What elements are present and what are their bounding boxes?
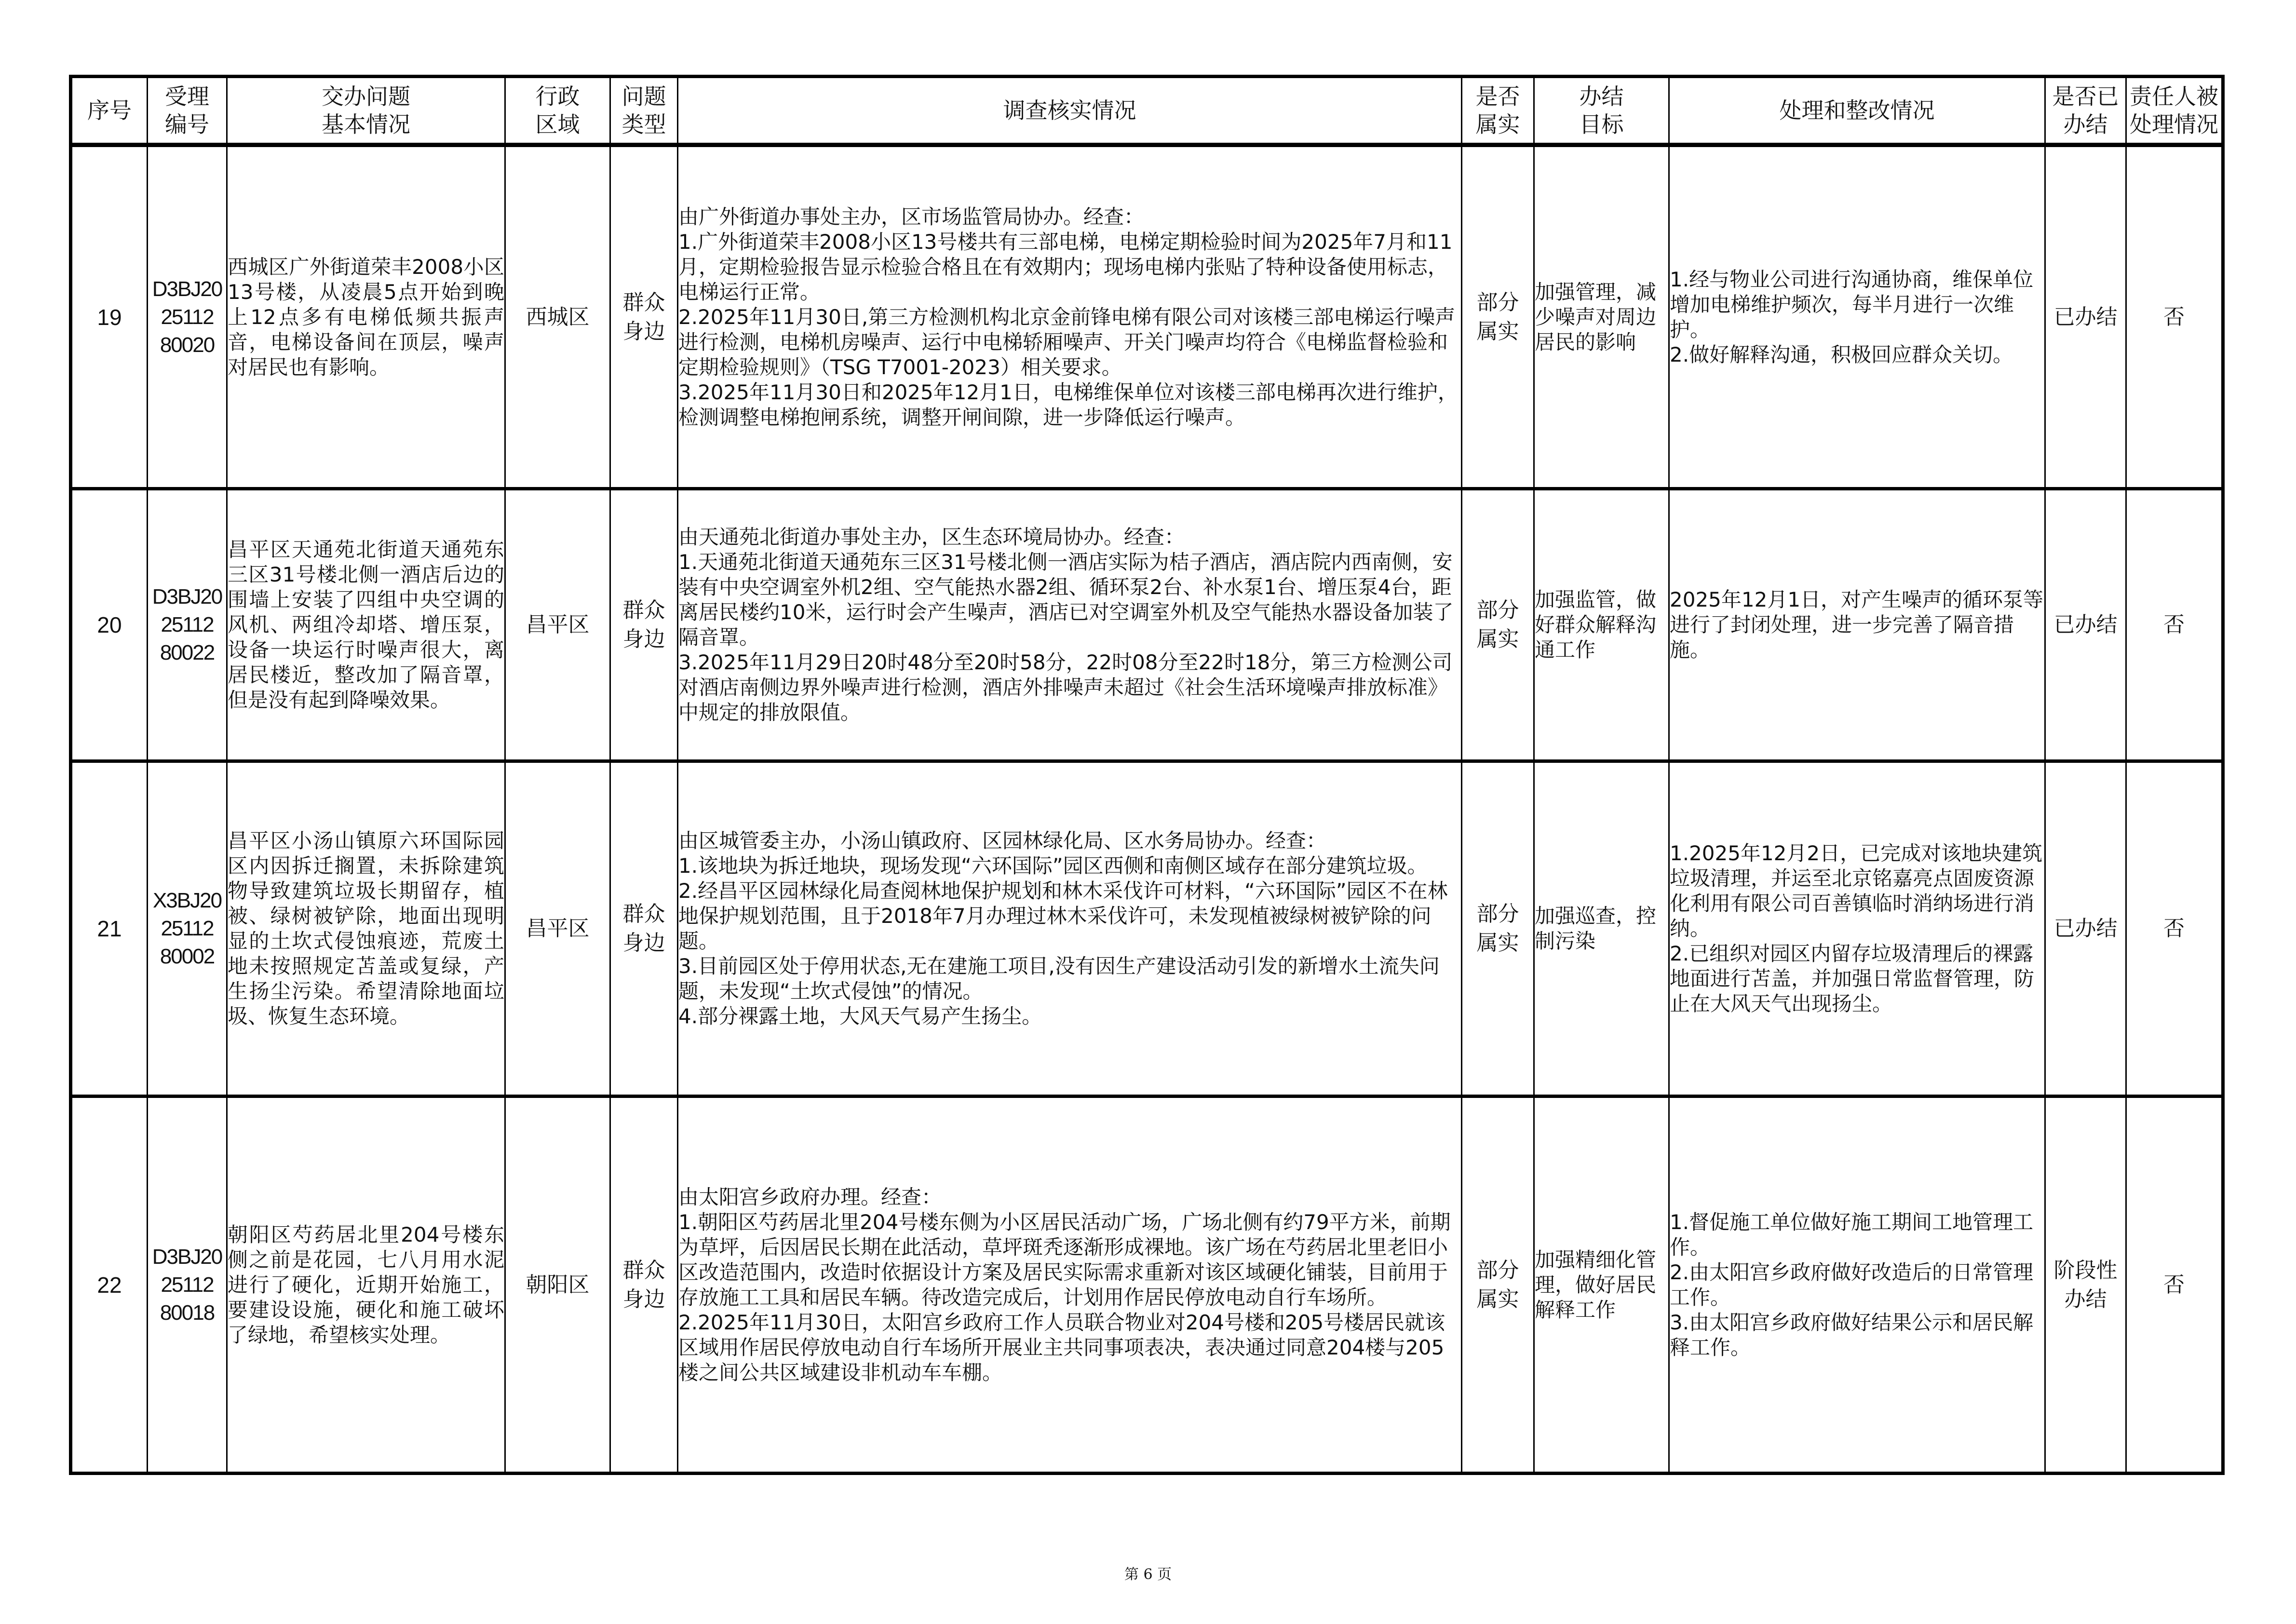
header-label: 交办问题 bbox=[322, 83, 410, 109]
header-label: 编号 bbox=[165, 111, 209, 137]
table-row bbox=[71, 145, 2223, 489]
cell-issue bbox=[227, 489, 505, 761]
investigation-paragraph: 2.2025年11月30日,第三方检测机构北京金前锋电梯有限公司对该楼三部电梯运行噪声进行检测，电梯机房噪声、运行中电梯轿厢噪声、开关门噪声均符合《电梯监督检验和定期检验规则》（TSG T7001-2023）相关要求。 bbox=[678, 305, 1456, 379]
cell-verified bbox=[1462, 145, 1534, 489]
header-label: 处理情况 bbox=[2130, 111, 2218, 137]
closed-line: 已办结 bbox=[2053, 916, 2118, 941]
header-handling bbox=[1669, 77, 2045, 145]
verified-line: 部分 bbox=[1476, 902, 1519, 926]
goal-text: 加强监管，做好群众解释沟通工作 bbox=[1535, 588, 1657, 662]
cell-seq: 21 bbox=[71, 761, 148, 1096]
cell-verified bbox=[1462, 1096, 1534, 1474]
investigation-paragraph: 3.目前园区处于停用状态,无在建施工项目,没有因生产建设活动引发的新增水土流失问题，未发现“土坎式侵蚀”的情况。 bbox=[678, 954, 1440, 1003]
cell-type bbox=[610, 761, 678, 1096]
cell-accountability: 否 bbox=[2126, 761, 2223, 1096]
handling-paragraph: 2.已组织对园区内留存垃圾清理后的裸露地面进行苫盖，并加强日常监督管理，防止在大风天气出现扬尘。 bbox=[1670, 942, 2035, 1015]
cell-investigation bbox=[678, 761, 1462, 1096]
investigation-paragraph: 1.天通苑北街道天通苑东三区31号楼北侧一酒店实际为桔子酒店，酒店院内西南侧，安装有中央空调室外机2组、空气能热水器2组、循环泵2台、补水泵1台、增压泵4台，距离居民楼约10米，运行时会产生噪声，酒店已对空调室外机及空气能热水器设备加装了隔音罩。 bbox=[678, 550, 1454, 649]
header-label: 基本情况 bbox=[322, 111, 410, 137]
cell-investigation bbox=[678, 145, 1462, 489]
cell-issue bbox=[227, 145, 505, 489]
page-number: 第 6 页 bbox=[1124, 1566, 1172, 1583]
verified-line: 属实 bbox=[1476, 627, 1519, 651]
handling-paragraph: 3.由太阳宫乡政府做好结果公示和居民解释工作。 bbox=[1670, 1310, 2034, 1359]
investigation-paragraph: 由广外街道办事处主办，区市场监管局协办。经查： bbox=[678, 204, 1145, 229]
verified-line: 属实 bbox=[1476, 319, 1519, 344]
cell-district: 朝阳区 bbox=[505, 1096, 610, 1474]
handling-paragraph: 1.督促施工单位做好施工期间工地管理工作。 bbox=[1670, 1210, 2034, 1259]
investigation-paragraph: 3.2025年11月30日和2025年12月1日，电梯维保单位对该楼三部电梯再次进行维护，检测调整电梯抱闸系统，调整开闸间隙，进一步降低运行噪声。 bbox=[678, 380, 1458, 429]
type-line: 身边 bbox=[622, 1286, 665, 1312]
type-line: 群众 bbox=[622, 598, 665, 623]
cell-code bbox=[148, 145, 227, 489]
cell-investigation bbox=[678, 489, 1462, 761]
type-line: 身边 bbox=[622, 319, 665, 344]
cell-closed bbox=[2045, 145, 2126, 489]
cell-seq: 19 bbox=[71, 145, 148, 489]
handling-paragraph: 2.由太阳宫乡政府做好改造后的日常管理工作。 bbox=[1670, 1260, 2034, 1309]
goal-text: 加强巡查，控制污染 bbox=[1535, 904, 1657, 953]
handling-paragraph: 1.经与物业公司进行沟通协商，维保单位增加电梯维护频次，每半月进行一次维护。 bbox=[1670, 267, 2034, 341]
cell-district: 西城区 bbox=[505, 145, 610, 489]
cell-accountability: 否 bbox=[2126, 1096, 2223, 1474]
header-code bbox=[148, 77, 227, 145]
cell-goal bbox=[1534, 489, 1669, 761]
header-label: 办结 bbox=[1579, 83, 1624, 109]
cell-seq: 20 bbox=[71, 489, 148, 761]
investigation-paragraph: 1.朝阳区芍药居北里204号楼东侧为小区居民活动广场，广场北侧有约79平方米，前期为草坪，后因居民长期在此活动，草坪斑秃逐渐形成裸地。该广场在芍药居北里老旧小区改造范围内，改造时依据设计方案及居民实际需求重新对该区域硬化铺装，目前用于存放施工工具和居民车辆。待改造完成后，计划用作居民停放电动自行车场所。 bbox=[678, 1210, 1451, 1309]
header-label: 属实 bbox=[1475, 111, 1520, 137]
cell-verified bbox=[1462, 761, 1534, 1096]
cell-investigation bbox=[678, 1096, 1462, 1474]
header-label: 序号 bbox=[87, 97, 132, 123]
header-label: 类型 bbox=[621, 111, 666, 137]
cell-seq: 22 bbox=[71, 1096, 148, 1474]
code-line: 25112 bbox=[161, 613, 214, 636]
header-district bbox=[505, 77, 610, 145]
cell-district: 昌平区 bbox=[505, 761, 610, 1096]
cell-accountability: 否 bbox=[2126, 145, 2223, 489]
table-body bbox=[71, 145, 2223, 1474]
code-line: 80002 bbox=[160, 945, 215, 968]
header-label: 是否已 bbox=[2052, 83, 2119, 109]
cell-code bbox=[148, 489, 227, 761]
verified-line: 属实 bbox=[1476, 1286, 1519, 1312]
cell-district: 昌平区 bbox=[505, 489, 610, 761]
code-line: 25112 bbox=[161, 1272, 214, 1297]
closed-line: 已办结 bbox=[2053, 612, 2118, 637]
handling-paragraph: 2.做好解释沟通，积极回应群众关切。 bbox=[1670, 342, 2013, 366]
investigation-paragraph: 4.部分裸露土地，大风天气易产生扬尘。 bbox=[678, 1004, 1042, 1028]
code-line: D3BJ20 bbox=[152, 585, 222, 609]
table-row bbox=[71, 489, 2223, 761]
code-line: 25112 bbox=[161, 917, 214, 940]
cell-handling bbox=[1669, 145, 2045, 489]
table-row bbox=[71, 1096, 2223, 1474]
table-row bbox=[71, 761, 2223, 1096]
investigation-paragraph: 由天通苑北街道办事处主办，区生态环境局协办。经查： bbox=[678, 525, 1185, 549]
goal-text: 加强精细化管理，做好居民解释工作 bbox=[1535, 1247, 1657, 1322]
header-label: 办结 bbox=[2063, 111, 2108, 137]
issue-text: 朝阳区芍药居北里204号楼东侧之前是花园，七八月用水泥进行了硬化，近期开始施工，要建设设施，硬化和施工破坏了绿地，希望核实处理。 bbox=[228, 1222, 504, 1347]
supervision-report-table bbox=[69, 75, 2225, 1475]
handling-paragraph: 1.2025年12月2日，已完成对该地块建筑垃圾清理，并运至北京铭嘉亮点固废资源化利用有限公司百善镇临时消纳场进行消纳。 bbox=[1670, 841, 2043, 940]
header-accountability bbox=[2126, 77, 2223, 145]
verified-line: 部分 bbox=[1476, 290, 1519, 315]
header-label: 处理和整改情况 bbox=[1779, 97, 1935, 123]
header-closed bbox=[2045, 77, 2126, 145]
closed-line: 已办结 bbox=[2053, 304, 2118, 329]
cell-verified bbox=[1462, 489, 1534, 761]
header-investigation bbox=[678, 77, 1462, 145]
investigation-paragraph: 3.2025年11月29日20时48分至20时58分，22时08分至22时18分，第三方检测公司对酒店南侧边界外噪声进行检测，酒店外排噪声未超过《社会生活环境噪声排放标准》中规定的排放限值。 bbox=[678, 650, 1453, 724]
investigation-paragraph: 1.广外街道荣丰2008小区13号楼共有三部电梯，电梯定期检验时间为2025年7月和11月，定期检验报告显示检验合格且在有效期内；现场电梯内张贴了特种设备使用标志，电梯运行正常。 bbox=[678, 230, 1453, 304]
code-line: D3BJ20 bbox=[152, 1245, 222, 1269]
code-line: X3BJ20 bbox=[152, 889, 222, 912]
investigation-paragraph: 1.该地块为拆迁地块，现场发现“六环国际”园区西侧和南侧区域存在部分建筑垃圾。 bbox=[678, 854, 1428, 878]
investigation-paragraph: 由太阳宫乡政府办理。经查： bbox=[678, 1185, 942, 1209]
header-verified bbox=[1462, 77, 1534, 145]
table-header bbox=[71, 77, 2223, 145]
type-line: 群众 bbox=[622, 902, 665, 926]
investigation-paragraph: 由区城管委主办，小汤山镇政府、区园林绿化局、区水务局协办。经查： bbox=[678, 829, 1327, 853]
code-line: D3BJ20 bbox=[152, 277, 222, 301]
cell-type bbox=[610, 145, 678, 489]
code-line: 80018 bbox=[160, 1300, 215, 1325]
investigation-paragraph: 2.2025年11月30日，太阳宫乡政府工作人员联合物业对204号楼和205号楼居民就该区域用作居民停放电动自行车场所开展业主共同事项表决，表决通过同意204楼与205楼之间公共区域建设非机动车车棚。 bbox=[678, 1310, 1445, 1384]
investigation-paragraph: 2.经昌平区园林绿化局查阅林地保护规划和林木采伐许可材料，“六环国际”园区不在林地保护规划范围，且于2018年7月办理过林木采伐许可，未发现植被绿树被铲除的问题。 bbox=[678, 879, 1448, 953]
cell-type bbox=[610, 489, 678, 761]
header-issue bbox=[227, 77, 505, 145]
cell-accountability: 否 bbox=[2126, 489, 2223, 761]
cell-closed bbox=[2045, 489, 2126, 761]
code-line: 80020 bbox=[160, 333, 215, 357]
cell-code bbox=[148, 761, 227, 1096]
header-row bbox=[71, 77, 2223, 145]
header-label: 调查核实情况 bbox=[1003, 97, 1136, 123]
code-line: 80022 bbox=[160, 641, 215, 664]
header-label: 责任人被 bbox=[2130, 83, 2218, 109]
header-label: 区域 bbox=[535, 111, 580, 137]
closed-line: 阶段性 bbox=[2053, 1258, 2118, 1283]
issue-text: 昌平区小汤山镇原六环国际园区内因拆迁搁置，未拆除建筑物导致建筑垃圾长期留存，植被、绿树被铲除，地面出现明显的土坎式侵蚀痕迹，荒废土地未按照规定苫盖或复绿，产生扬尘污染。希望清除地面垃圾、恢复生态环境。 bbox=[228, 829, 504, 1028]
cell-issue bbox=[227, 761, 505, 1096]
verified-line: 部分 bbox=[1476, 598, 1519, 623]
issue-text: 昌平区天通苑北街道天通苑东三区31号楼北侧一酒店后边的围墙上安装了四组中央空调的风机、两组冷却塔、增压泵，设备一块运行时噪声很大，离居民楼近，整改加了隔音罩，但是没有起到降噪效果。 bbox=[228, 538, 504, 712]
header-label: 目标 bbox=[1579, 111, 1624, 137]
type-line: 群众 bbox=[622, 290, 665, 315]
header-type bbox=[610, 77, 678, 145]
header-label: 是否 bbox=[1475, 83, 1520, 109]
cell-closed bbox=[2045, 761, 2126, 1096]
header-goal bbox=[1534, 77, 1669, 145]
issue-text: 西城区广外街道荣丰2008小区13号楼，从凌晨5点开始到晚上12点多有电梯低频共振声音，电梯设备间在顶层，噪声对居民也有影响。 bbox=[228, 255, 504, 379]
verified-line: 部分 bbox=[1476, 1258, 1519, 1283]
cell-goal bbox=[1534, 145, 1669, 489]
type-line: 身边 bbox=[622, 627, 665, 651]
header-label: 问题 bbox=[621, 83, 666, 109]
verified-line: 属实 bbox=[1476, 931, 1519, 955]
header-label: 行政 bbox=[535, 83, 580, 109]
type-line: 群众 bbox=[622, 1258, 665, 1283]
handling-paragraph: 2025年12月1日，对产生噪声的循环泵等进行了封闭处理，进一步完善了隔音措施。 bbox=[1670, 588, 2044, 662]
header-label: 受理 bbox=[165, 83, 209, 109]
cell-goal bbox=[1534, 1096, 1669, 1474]
goal-text: 加强管理，减少噪声对周边居民的影响 bbox=[1535, 280, 1657, 354]
cell-handling bbox=[1669, 489, 2045, 761]
code-line: 25112 bbox=[161, 305, 214, 329]
type-line: 身边 bbox=[622, 931, 665, 955]
cell-closed bbox=[2045, 1096, 2126, 1474]
cell-issue bbox=[227, 1096, 505, 1474]
cell-code bbox=[148, 1096, 227, 1474]
cell-handling bbox=[1669, 1096, 2045, 1474]
cell-type bbox=[610, 1096, 678, 1474]
cell-handling bbox=[1669, 761, 2045, 1096]
header-seq bbox=[71, 77, 148, 145]
closed-line: 办结 bbox=[2064, 1286, 2107, 1312]
cell-goal bbox=[1534, 761, 1669, 1096]
